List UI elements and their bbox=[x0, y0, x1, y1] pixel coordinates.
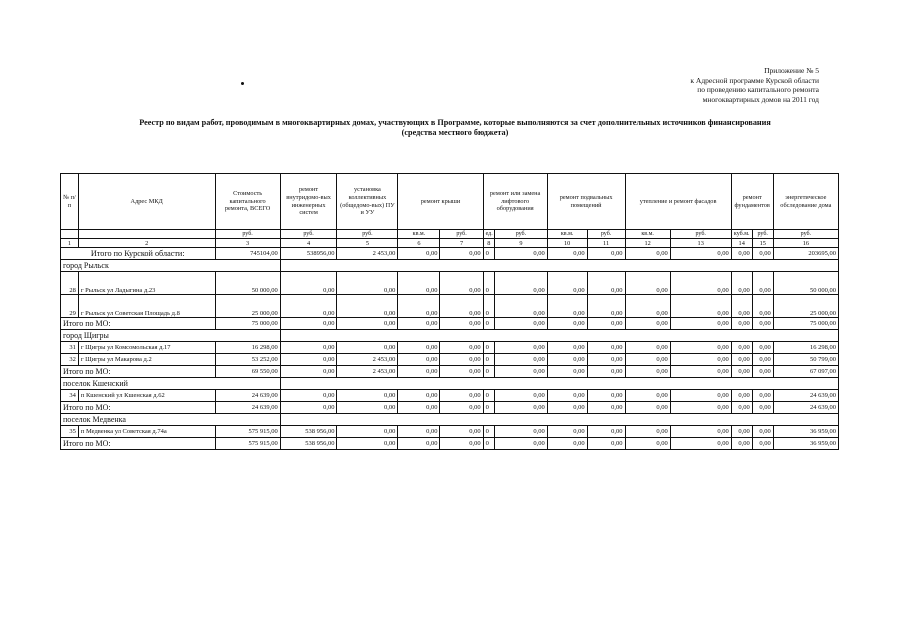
section-filler bbox=[280, 260, 838, 272]
value-cell: 0,00 bbox=[495, 248, 548, 260]
unit-cell: руб. bbox=[280, 230, 337, 239]
units-row bbox=[61, 230, 839, 239]
table-row bbox=[61, 342, 839, 354]
subtotal-label: Итого по МО: bbox=[61, 438, 216, 450]
value-cell: 0,00 bbox=[280, 354, 337, 366]
section-filler bbox=[280, 414, 838, 426]
value-cell: 0,00 bbox=[495, 426, 548, 438]
value-cell: 0,00 bbox=[752, 248, 773, 260]
value-cell: 36 959,00 bbox=[773, 426, 838, 438]
header-foundation: ремонт фундаментов bbox=[731, 174, 773, 230]
value-cell: 0,00 bbox=[587, 402, 625, 414]
row-address: г Щигры ул Комсомольская д.17 bbox=[78, 342, 215, 354]
section-row bbox=[61, 378, 839, 390]
value-cell: 0,00 bbox=[398, 402, 440, 414]
value-cell: 69 550,00 bbox=[215, 366, 280, 378]
unit-cell: руб. bbox=[495, 230, 548, 239]
value-cell: 0,00 bbox=[398, 366, 440, 378]
value-cell: 0 bbox=[483, 295, 495, 318]
registry-table bbox=[60, 173, 839, 450]
column-numbers-row bbox=[61, 239, 839, 248]
value-cell: 0,00 bbox=[495, 272, 548, 295]
unit-cell: руб. bbox=[670, 230, 731, 239]
scan-speck bbox=[241, 82, 244, 85]
col-number: 4 bbox=[280, 239, 337, 248]
value-cell: 50 000,00 bbox=[773, 272, 838, 295]
value-cell: 53 252,00 bbox=[215, 354, 280, 366]
table-row bbox=[61, 295, 839, 318]
value-cell: 0,00 bbox=[752, 402, 773, 414]
value-cell: 0,00 bbox=[547, 438, 587, 450]
value-cell: 2 453,00 bbox=[337, 366, 398, 378]
value-cell: 0,00 bbox=[337, 426, 398, 438]
appendix-line: по проведению капитального ремонта bbox=[697, 85, 819, 95]
value-cell: 0,00 bbox=[752, 438, 773, 450]
col-number: 13 bbox=[670, 239, 731, 248]
value-cell: 0,00 bbox=[670, 248, 731, 260]
value-cell: 0,00 bbox=[440, 342, 483, 354]
value-cell: 75 000,00 bbox=[215, 318, 280, 330]
value-cell: 0,00 bbox=[625, 390, 670, 402]
header-cost: Стоимость капитального ремонта, ВСЕГО bbox=[215, 174, 280, 230]
value-cell: 0,00 bbox=[280, 272, 337, 295]
subtotal-label: Итого по МО: bbox=[61, 318, 216, 330]
value-cell: 0,00 bbox=[495, 295, 548, 318]
header-facade: утепление и ремонт фасадов bbox=[625, 174, 731, 230]
col-number: 3 bbox=[215, 239, 280, 248]
value-cell: 0,00 bbox=[440, 390, 483, 402]
value-cell: 0,00 bbox=[625, 342, 670, 354]
col-number: 2 bbox=[78, 239, 215, 248]
value-cell: 0,00 bbox=[495, 342, 548, 354]
row-number: 32 bbox=[61, 354, 79, 366]
col-number: 12 bbox=[625, 239, 670, 248]
header-lift: ремонт или замена лифтового оборудования bbox=[483, 174, 547, 230]
section-name: город Щигры bbox=[61, 330, 281, 342]
col-number: 5 bbox=[337, 239, 398, 248]
value-cell: 0,00 bbox=[731, 390, 752, 402]
unit-cell: руб. bbox=[337, 230, 398, 239]
value-cell: 0,00 bbox=[280, 366, 337, 378]
value-cell: 0,00 bbox=[547, 426, 587, 438]
value-cell: 0,00 bbox=[752, 295, 773, 318]
value-cell: 0,00 bbox=[731, 272, 752, 295]
unit-cell: кв.м. bbox=[625, 230, 670, 239]
value-cell: 0,00 bbox=[587, 295, 625, 318]
value-cell: 36 959,00 bbox=[773, 438, 838, 450]
value-cell: 538 956,00 bbox=[280, 438, 337, 450]
col-number: 9 bbox=[495, 239, 548, 248]
value-cell: 0,00 bbox=[398, 318, 440, 330]
value-cell: 0,00 bbox=[752, 272, 773, 295]
value-cell: 0,00 bbox=[670, 272, 731, 295]
value-cell: 0,00 bbox=[752, 342, 773, 354]
col-number: 11 bbox=[587, 239, 625, 248]
value-cell: 0,00 bbox=[547, 366, 587, 378]
value-cell: 0,00 bbox=[670, 295, 731, 318]
value-cell: 0,00 bbox=[440, 318, 483, 330]
value-cell: 0,00 bbox=[337, 295, 398, 318]
section-filler bbox=[280, 378, 838, 390]
value-cell: 24 639,00 bbox=[215, 390, 280, 402]
value-cell: 745104,00 bbox=[215, 248, 280, 260]
value-cell: 0,00 bbox=[440, 438, 483, 450]
value-cell: 25 000,00 bbox=[215, 295, 280, 318]
value-cell: 0,00 bbox=[440, 248, 483, 260]
row-number: 29 bbox=[61, 295, 79, 318]
value-cell: 0,00 bbox=[670, 342, 731, 354]
row-address: г Рыльск ул Советская Площадь д.8 bbox=[78, 295, 215, 318]
value-cell: 0,00 bbox=[670, 318, 731, 330]
value-cell: 0 bbox=[483, 318, 495, 330]
value-cell: 0,00 bbox=[731, 295, 752, 318]
row-address: г Рыльск ул Ладыгина д.23 bbox=[78, 272, 215, 295]
value-cell: 50 000,00 bbox=[215, 272, 280, 295]
value-cell: 0,00 bbox=[587, 366, 625, 378]
row-address: г Щигры ул Макарова д.2 bbox=[78, 354, 215, 366]
value-cell: 0,00 bbox=[625, 426, 670, 438]
value-cell: 0,00 bbox=[547, 390, 587, 402]
value-cell: 0,00 bbox=[587, 354, 625, 366]
value-cell: 0,00 bbox=[440, 366, 483, 378]
value-cell: 0,00 bbox=[547, 342, 587, 354]
header-energy: энергетическое обследование дома bbox=[773, 174, 838, 230]
value-cell: 0,00 bbox=[752, 318, 773, 330]
value-cell: 0,00 bbox=[337, 390, 398, 402]
value-cell: 0,00 bbox=[670, 438, 731, 450]
value-cell: 0 bbox=[483, 402, 495, 414]
value-cell: 0,00 bbox=[587, 390, 625, 402]
value-cell: 25 000,00 bbox=[773, 295, 838, 318]
value-cell: 16 298,00 bbox=[773, 342, 838, 354]
table-row bbox=[61, 354, 839, 366]
value-cell: 0,00 bbox=[398, 295, 440, 318]
unit-cell: руб. bbox=[440, 230, 483, 239]
value-cell: 0 bbox=[483, 354, 495, 366]
value-cell: 0,00 bbox=[337, 342, 398, 354]
value-cell: 0,00 bbox=[731, 342, 752, 354]
col-number: 1 bbox=[61, 239, 79, 248]
header-num: № п/п bbox=[61, 174, 79, 230]
col-number: 6 bbox=[398, 239, 440, 248]
value-cell: 0,00 bbox=[625, 318, 670, 330]
header-basement: ремонт подвальных помещений bbox=[547, 174, 625, 230]
value-cell: 0,00 bbox=[398, 390, 440, 402]
col-number: 10 bbox=[547, 239, 587, 248]
value-cell: 0,00 bbox=[670, 354, 731, 366]
value-cell: 0 bbox=[483, 272, 495, 295]
value-cell: 0,00 bbox=[547, 248, 587, 260]
value-cell: 24 639,00 bbox=[215, 402, 280, 414]
value-cell: 0,00 bbox=[495, 366, 548, 378]
value-cell: 0,00 bbox=[440, 354, 483, 366]
value-cell: 0,00 bbox=[398, 248, 440, 260]
header-eng: ремонт внутридомо-вых инженерных систем bbox=[280, 174, 337, 230]
value-cell: 0,00 bbox=[280, 295, 337, 318]
value-cell: 0,00 bbox=[752, 390, 773, 402]
value-cell: 0,00 bbox=[670, 366, 731, 378]
value-cell: 0,00 bbox=[670, 390, 731, 402]
subtotal-row bbox=[61, 402, 839, 414]
grand-total-label: Итого по Курской области: bbox=[61, 248, 216, 260]
section-name: город Рыльск bbox=[61, 260, 281, 272]
table-row bbox=[61, 390, 839, 402]
title-subline: (средства местного бюджета) bbox=[401, 128, 509, 137]
value-cell: 0,00 bbox=[587, 248, 625, 260]
value-cell: 0,00 bbox=[547, 354, 587, 366]
row-number: 31 bbox=[61, 342, 79, 354]
value-cell: 0 bbox=[483, 426, 495, 438]
value-cell: 24 639,00 bbox=[773, 390, 838, 402]
value-cell: 0,00 bbox=[547, 318, 587, 330]
col-number: 15 bbox=[752, 239, 773, 248]
table-body bbox=[61, 174, 839, 450]
title-line: Реестр по видам работ, проводимым в многоквартирных домах, участвующих в Программе, которые выполняются за счет дополнительных источников финансирования bbox=[139, 118, 771, 127]
value-cell: 0,00 bbox=[670, 402, 731, 414]
value-cell: 0,00 bbox=[752, 426, 773, 438]
value-cell: 24 639,00 bbox=[773, 402, 838, 414]
header-roof: ремонт крыши bbox=[398, 174, 483, 230]
header-row bbox=[61, 174, 839, 230]
appendix-line: многоквартирных домов на 2011 год bbox=[702, 94, 819, 104]
value-cell: 0,00 bbox=[587, 426, 625, 438]
unit-cell: руб. bbox=[752, 230, 773, 239]
section-name: поселок Медвенка bbox=[61, 414, 281, 426]
value-cell: 0,00 bbox=[547, 402, 587, 414]
value-cell: 0,00 bbox=[337, 438, 398, 450]
value-cell: 0,00 bbox=[337, 272, 398, 295]
appendix-note bbox=[690, 66, 819, 104]
section-name: поселок Кшенский bbox=[61, 378, 281, 390]
value-cell: 0,00 bbox=[752, 354, 773, 366]
value-cell: 0,00 bbox=[440, 402, 483, 414]
col-number: 16 bbox=[773, 239, 838, 248]
value-cell: 0 bbox=[483, 438, 495, 450]
value-cell: 0,00 bbox=[625, 354, 670, 366]
document-title bbox=[70, 118, 840, 138]
value-cell: 0,00 bbox=[398, 342, 440, 354]
value-cell: 0,00 bbox=[398, 426, 440, 438]
value-cell: 75 000,00 bbox=[773, 318, 838, 330]
value-cell: 0,00 bbox=[587, 272, 625, 295]
value-cell: 2 453,00 bbox=[337, 248, 398, 260]
value-cell: 0,00 bbox=[440, 272, 483, 295]
value-cell: 0,00 bbox=[398, 272, 440, 295]
header-address: Адрес МКД bbox=[78, 174, 215, 230]
value-cell: 0,00 bbox=[398, 354, 440, 366]
subtotal-label: Итого по МО: bbox=[61, 402, 216, 414]
units-cell bbox=[78, 230, 215, 239]
value-cell: 0 bbox=[483, 342, 495, 354]
unit-cell: кв.м. bbox=[547, 230, 587, 239]
subtotal-label: Итого по МО: bbox=[61, 366, 216, 378]
section-row bbox=[61, 260, 839, 272]
value-cell: 0,00 bbox=[731, 366, 752, 378]
unit-cell: руб. bbox=[773, 230, 838, 239]
section-filler bbox=[280, 330, 838, 342]
table-row bbox=[61, 272, 839, 295]
value-cell: 16 298,00 bbox=[215, 342, 280, 354]
unit-cell: руб. bbox=[587, 230, 625, 239]
value-cell: 0,00 bbox=[625, 438, 670, 450]
row-address: п Медвенка ул Советская д.74а bbox=[78, 426, 215, 438]
section-row bbox=[61, 414, 839, 426]
value-cell: 0,00 bbox=[731, 248, 752, 260]
value-cell: 0,00 bbox=[547, 272, 587, 295]
value-cell: 0 bbox=[483, 248, 495, 260]
value-cell: 0,00 bbox=[280, 318, 337, 330]
subtotal-row bbox=[61, 318, 839, 330]
value-cell: 0,00 bbox=[625, 366, 670, 378]
value-cell: 0 bbox=[483, 390, 495, 402]
value-cell: 575 915,00 bbox=[215, 438, 280, 450]
value-cell: 0,00 bbox=[731, 354, 752, 366]
unit-cell: руб. bbox=[215, 230, 280, 239]
header-meters: установка коллективных (общедомо-вых) ПУ и УУ bbox=[337, 174, 398, 230]
value-cell: 0,00 bbox=[495, 354, 548, 366]
row-address: п Кшенский ул Кшенская д.62 bbox=[78, 390, 215, 402]
value-cell: 0,00 bbox=[731, 438, 752, 450]
grand-total-row bbox=[61, 248, 839, 260]
value-cell: 0,00 bbox=[670, 426, 731, 438]
value-cell: 0,00 bbox=[731, 402, 752, 414]
row-number: 35 bbox=[61, 426, 79, 438]
units-cell bbox=[61, 230, 79, 239]
row-number: 34 bbox=[61, 390, 79, 402]
value-cell: 2 453,00 bbox=[337, 354, 398, 366]
value-cell: 0,00 bbox=[625, 248, 670, 260]
value-cell: 0,00 bbox=[587, 318, 625, 330]
value-cell: 0,00 bbox=[625, 295, 670, 318]
value-cell: 0,00 bbox=[495, 318, 548, 330]
subtotal-row bbox=[61, 366, 839, 378]
section-row bbox=[61, 330, 839, 342]
subtotal-row bbox=[61, 438, 839, 450]
value-cell: 0,00 bbox=[495, 438, 548, 450]
value-cell: 0,00 bbox=[587, 438, 625, 450]
value-cell: 575 915,00 bbox=[215, 426, 280, 438]
value-cell: 0,00 bbox=[280, 342, 337, 354]
value-cell: 50 799,00 bbox=[773, 354, 838, 366]
value-cell: 67 097,00 bbox=[773, 366, 838, 378]
value-cell: 0,00 bbox=[337, 402, 398, 414]
value-cell: 538 956,00 bbox=[280, 426, 337, 438]
value-cell: 0,00 bbox=[280, 402, 337, 414]
value-cell: 0,00 bbox=[731, 318, 752, 330]
value-cell: 0,00 bbox=[587, 342, 625, 354]
col-number: 7 bbox=[440, 239, 483, 248]
value-cell: 0,00 bbox=[731, 426, 752, 438]
table-row bbox=[61, 426, 839, 438]
value-cell: 0,00 bbox=[625, 402, 670, 414]
value-cell: 0,00 bbox=[547, 295, 587, 318]
value-cell: 0,00 bbox=[337, 318, 398, 330]
value-cell: 0,00 bbox=[440, 295, 483, 318]
row-number: 28 bbox=[61, 272, 79, 295]
value-cell: 0,00 bbox=[495, 390, 548, 402]
unit-cell: куб.м. bbox=[731, 230, 752, 239]
value-cell: 0,00 bbox=[440, 426, 483, 438]
value-cell: 0,00 bbox=[495, 402, 548, 414]
unit-cell: кв.м. bbox=[398, 230, 440, 239]
appendix-line: Приложение № 5 bbox=[764, 66, 819, 75]
col-number: 14 bbox=[731, 239, 752, 248]
value-cell: 0,00 bbox=[398, 438, 440, 450]
appendix-line: к Адресной программе Курской области bbox=[690, 75, 819, 85]
value-cell: 0,00 bbox=[625, 272, 670, 295]
value-cell: 0,00 bbox=[752, 366, 773, 378]
value-cell: 0,00 bbox=[280, 390, 337, 402]
unit-cell: ед. bbox=[483, 230, 495, 239]
value-cell: 0 bbox=[483, 366, 495, 378]
value-cell: 538956,00 bbox=[280, 248, 337, 260]
value-cell: 203695,00 bbox=[773, 248, 838, 260]
col-number: 8 bbox=[483, 239, 495, 248]
